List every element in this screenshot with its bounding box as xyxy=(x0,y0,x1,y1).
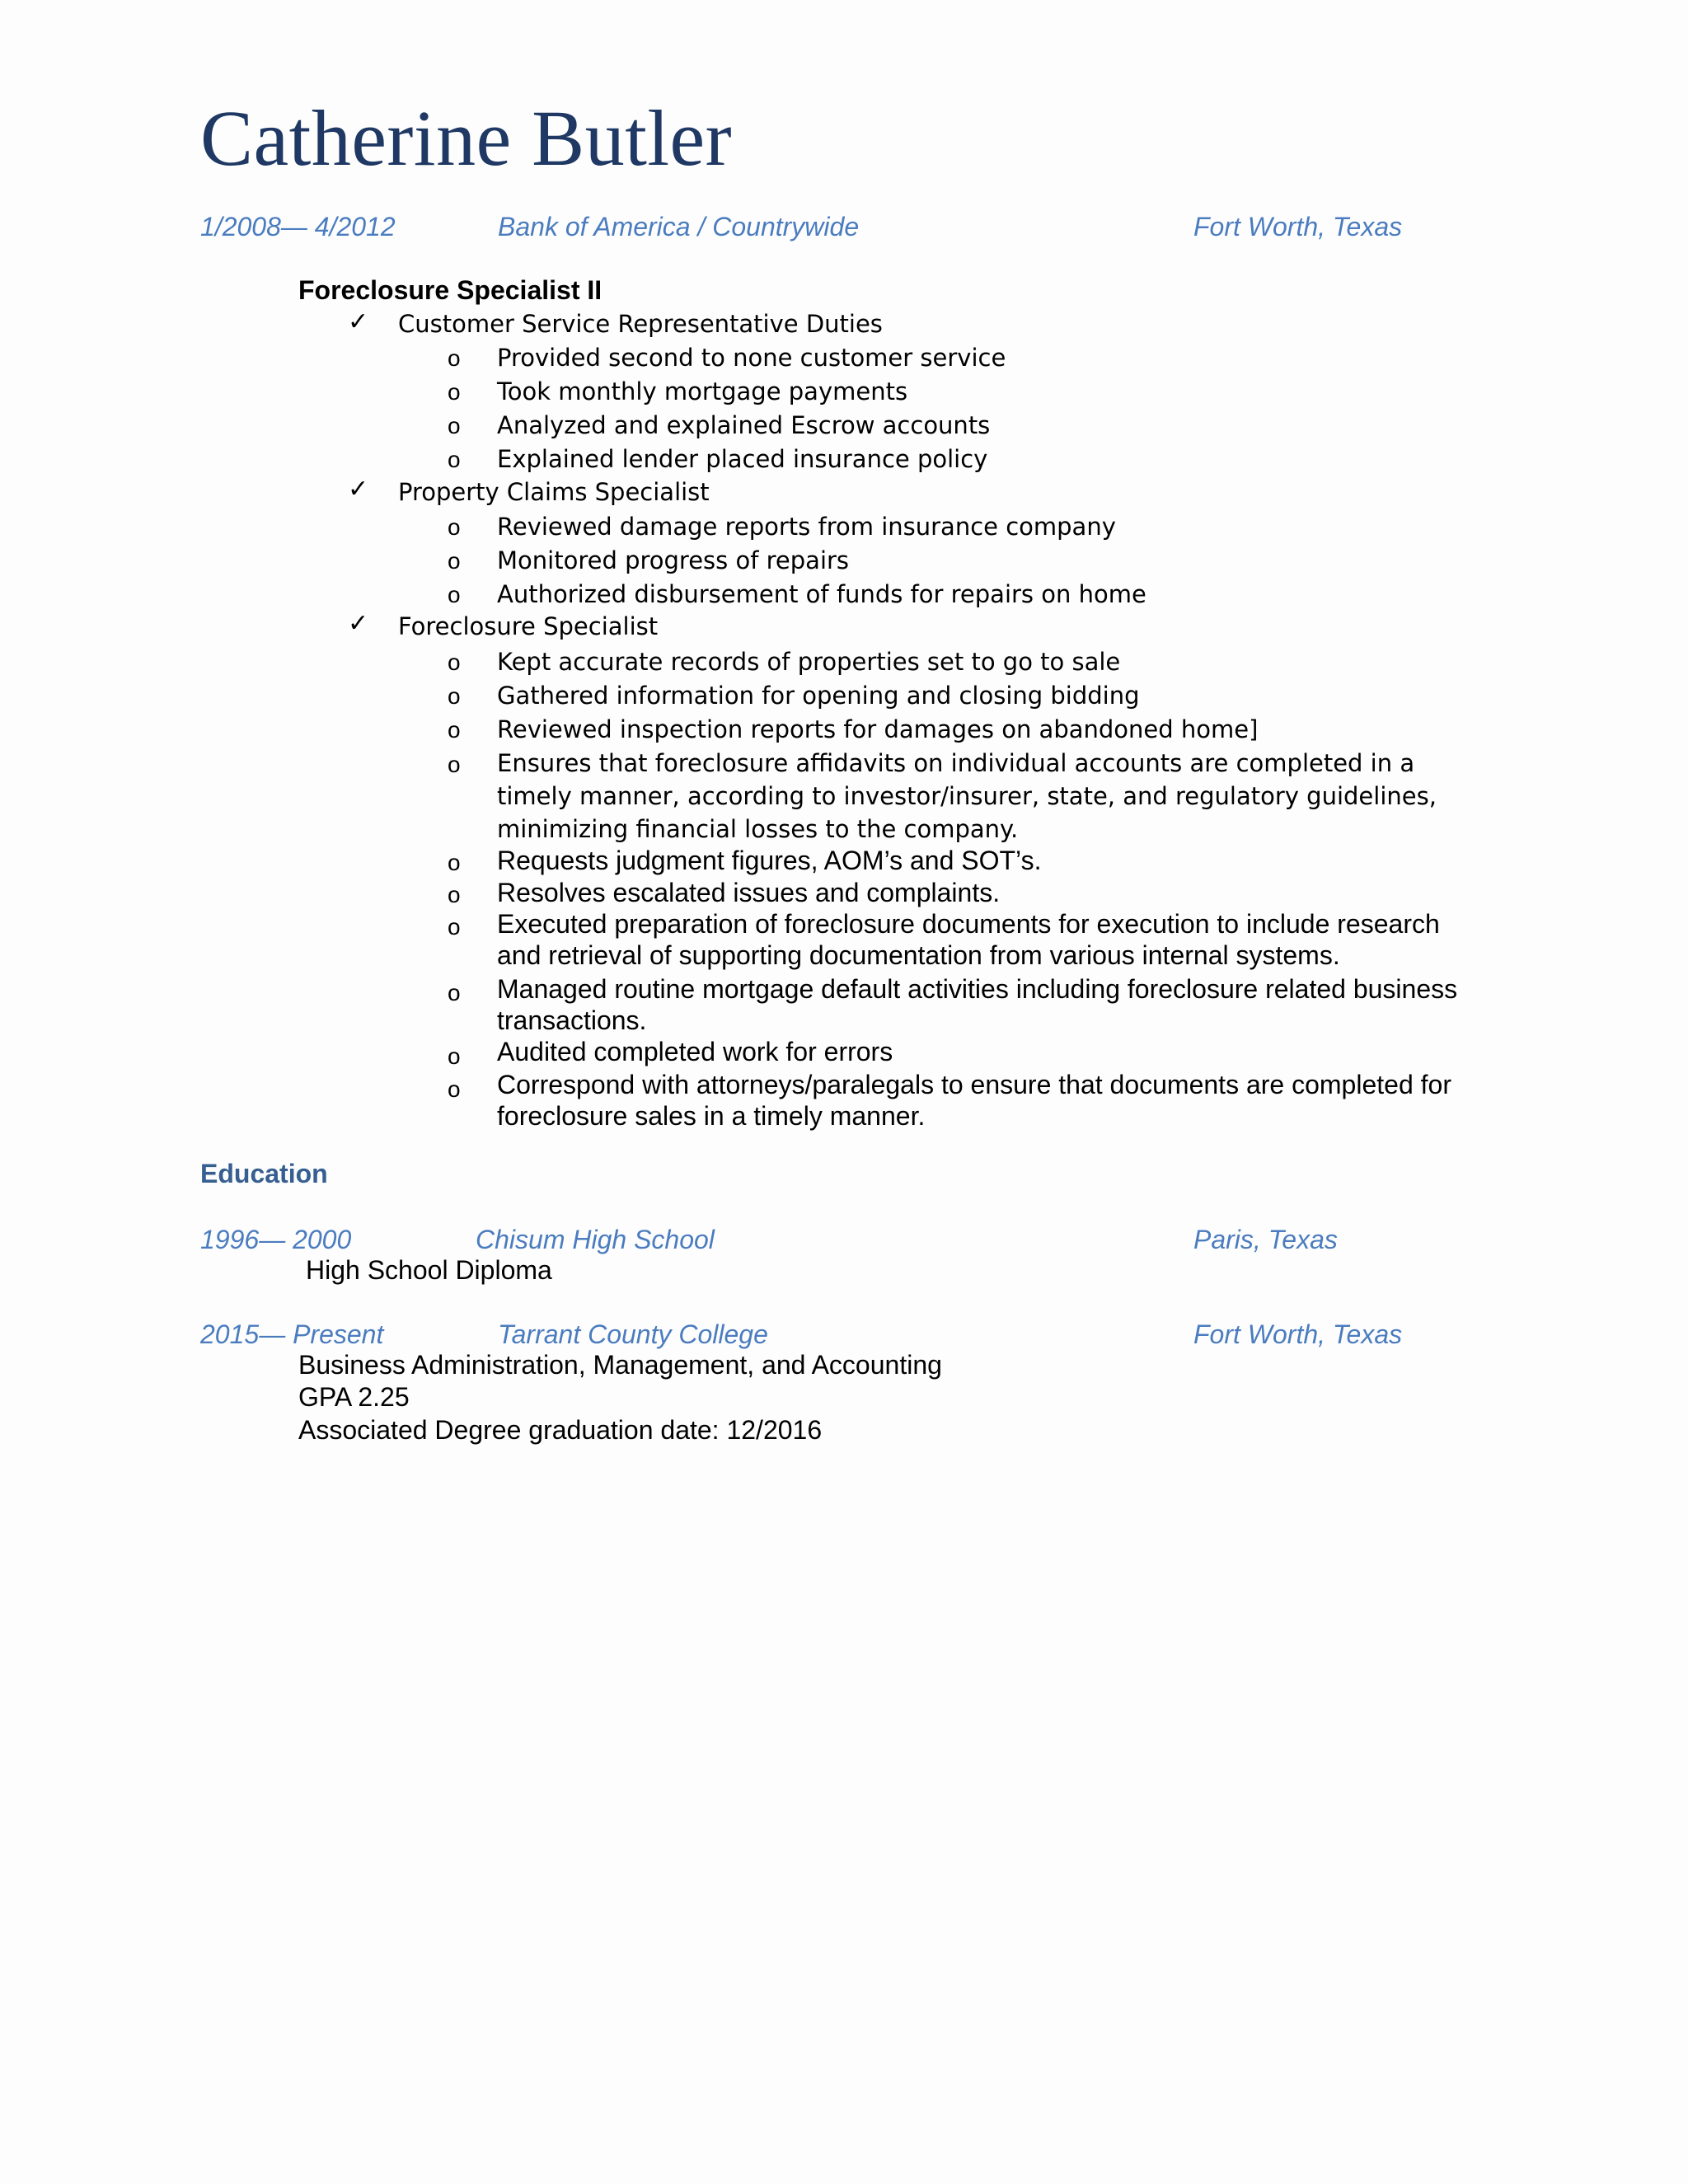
duty-item: Requests judgment figures, AOM’s and SOT’s. xyxy=(497,846,1042,875)
edu-detail: High School Diploma xyxy=(306,1255,552,1285)
bullet-icon: o xyxy=(448,1076,461,1102)
edu-location: Paris, Texas xyxy=(1193,1225,1338,1254)
bullet-icon: o xyxy=(448,447,461,472)
candidate-name: Catherine Butler xyxy=(200,94,733,182)
duty-item: Resolves escalated issues and complaints. xyxy=(497,878,1001,907)
edu-school: Chisum High School xyxy=(476,1225,715,1254)
check-icon: ✓ xyxy=(348,475,369,504)
duty-item: Kept accurate records of properties set to go to sale xyxy=(497,648,1121,676)
edu-school: Tarrant County College xyxy=(498,1319,768,1349)
duty-item: Monitored progress of repairs xyxy=(497,546,850,574)
duty-item: Managed routine mortgage default activities including foreclosure related business transactions. xyxy=(497,974,1458,1035)
bullet-icon: o xyxy=(448,548,461,574)
bullet-icon: o xyxy=(448,345,461,371)
bullet-icon: o xyxy=(448,1043,461,1069)
duty-item: Reviewed inspection reports for damages on abandoned home] xyxy=(497,715,1259,743)
bullet-icon: o xyxy=(448,914,461,940)
edu-detail: Associated Degree graduation date: 12/2016 xyxy=(298,1415,823,1445)
bullet-icon: o xyxy=(448,582,461,607)
duty-item: Authorized disbursement of funds for repairs on home xyxy=(497,580,1146,608)
bullet-icon: o xyxy=(448,683,461,709)
job-title: Foreclosure Specialist II xyxy=(298,275,603,305)
bullet-icon: o xyxy=(448,717,461,743)
duty-item: Gathered information for opening and closing bidding xyxy=(497,682,1140,710)
bullet-icon: o xyxy=(448,514,461,540)
bullet-icon: o xyxy=(448,980,461,1005)
education-heading: Education xyxy=(200,1159,328,1188)
check-icon: ✓ xyxy=(348,307,369,336)
bullet-icon: o xyxy=(448,379,461,405)
duty-item: Reviewed damage reports from insurance company xyxy=(497,513,1116,541)
job-employer: Bank of America / Countrywide xyxy=(498,212,860,241)
job-location: Fort Worth, Texas xyxy=(1193,212,1403,241)
duty-item: Correspond with attorneys/paralegals to ensure that documents are completed for foreclosure sales in a timely manner. xyxy=(497,1070,1451,1131)
duty-item: Explained lender placed insurance policy xyxy=(497,445,988,473)
duty-category: Customer Service Representative Duties xyxy=(398,310,883,338)
job-dates: 1/2008— 4/2012 xyxy=(200,212,396,241)
duty-item: Executed preparation of foreclosure documents for execution to include research and retrieval of supporting documentation from various internal systems. xyxy=(497,909,1440,970)
duty-item: Audited completed work for errors xyxy=(497,1037,893,1066)
duty-item: Took monthly mortgage payments xyxy=(497,377,908,405)
duty-category: Foreclosure Specialist xyxy=(398,612,659,640)
duty-item: Ensures that foreclosure affidavits on individual accounts are completed in a timely manner, according to investor/insurer, state, and regulatory guidelines, minimizing financial losses to the company. xyxy=(497,749,1437,843)
bullet-icon: o xyxy=(448,649,461,675)
edu-dates: 2015— Present xyxy=(200,1319,384,1349)
bullet-icon: o xyxy=(448,882,461,907)
edu-detail: GPA 2.25 xyxy=(298,1382,410,1412)
duty-item: Analyzed and explained Escrow accounts xyxy=(497,411,991,439)
duty-category: Property Claims Specialist xyxy=(398,478,710,506)
duty-item: Provided second to none customer service xyxy=(497,344,1006,372)
edu-detail: Business Administration, Management, and Accounting xyxy=(298,1350,942,1380)
bullet-icon: o xyxy=(448,850,461,875)
edu-dates: 1996— 2000 xyxy=(200,1225,352,1254)
edu-location: Fort Worth, Texas xyxy=(1193,1319,1403,1349)
check-icon: ✓ xyxy=(348,609,369,638)
bullet-icon: o xyxy=(448,752,461,777)
bullet-icon: o xyxy=(448,413,461,438)
